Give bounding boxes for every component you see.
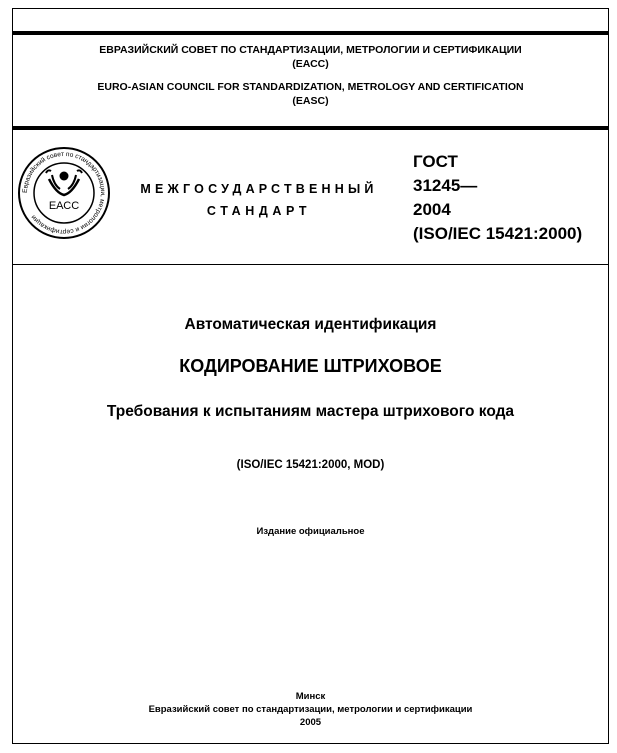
title-field: Автоматическая идентификация (184, 316, 437, 333)
title-iso-mod: (ISO/IEC 15421:2000, MOD) (236, 459, 385, 471)
edition-label: Издание официальное (256, 526, 365, 537)
emblem-label: ЕАСС (48, 200, 80, 212)
easc-emblem-icon (16, 145, 112, 241)
emblem-ring-text: Евразийский совет по стандартизации, метрологии и сертификации (21, 150, 107, 236)
designation-rule (12, 264, 609, 265)
title-subject: КОДИРОВАНИЕ ШТРИХОВОЕ (179, 356, 442, 376)
council-abbr-en: (EASC) (292, 95, 329, 107)
council-header (12, 43, 609, 108)
designation-year: 2004 (413, 200, 451, 219)
standard-designation (413, 150, 582, 246)
imprint-year: 2005 (299, 717, 322, 728)
title-subtitle: Требования к испытаниям мастера штрихового кода (106, 403, 515, 420)
council-name-en: EURO-ASIAN COUNCIL FOR STANDARDIZATION, METROLOGY AND CERTIFICATION (97, 81, 524, 93)
designation-iso-ref: (ISO/IEC 15421:2000) (413, 224, 583, 243)
top-rule (12, 31, 609, 35)
header-rule (12, 126, 609, 130)
imprint-publisher: Евразийский совет по стандартизации, метрологии и сертификации (148, 704, 473, 715)
council-abbr-ru: (ЕАСС) (292, 58, 329, 70)
designation-number: 31245— (413, 176, 478, 195)
standard-type (120, 178, 398, 222)
imprint-city: Минск (295, 691, 326, 702)
council-name-ru: ЕВРАЗИЙСКИЙ СОВЕТ ПО СТАНДАРТИЗАЦИИ, МЕТРОЛОГИИ И СЕРТИФИКАЦИИ (99, 44, 522, 56)
imprint (12, 690, 609, 729)
standard-type-line1: МЕЖГОСУДАРСТВЕННЫЙ (140, 182, 378, 196)
designation-prefix: ГОСТ (413, 152, 458, 171)
standard-type-line2: СТАНДАРТ (206, 204, 312, 218)
